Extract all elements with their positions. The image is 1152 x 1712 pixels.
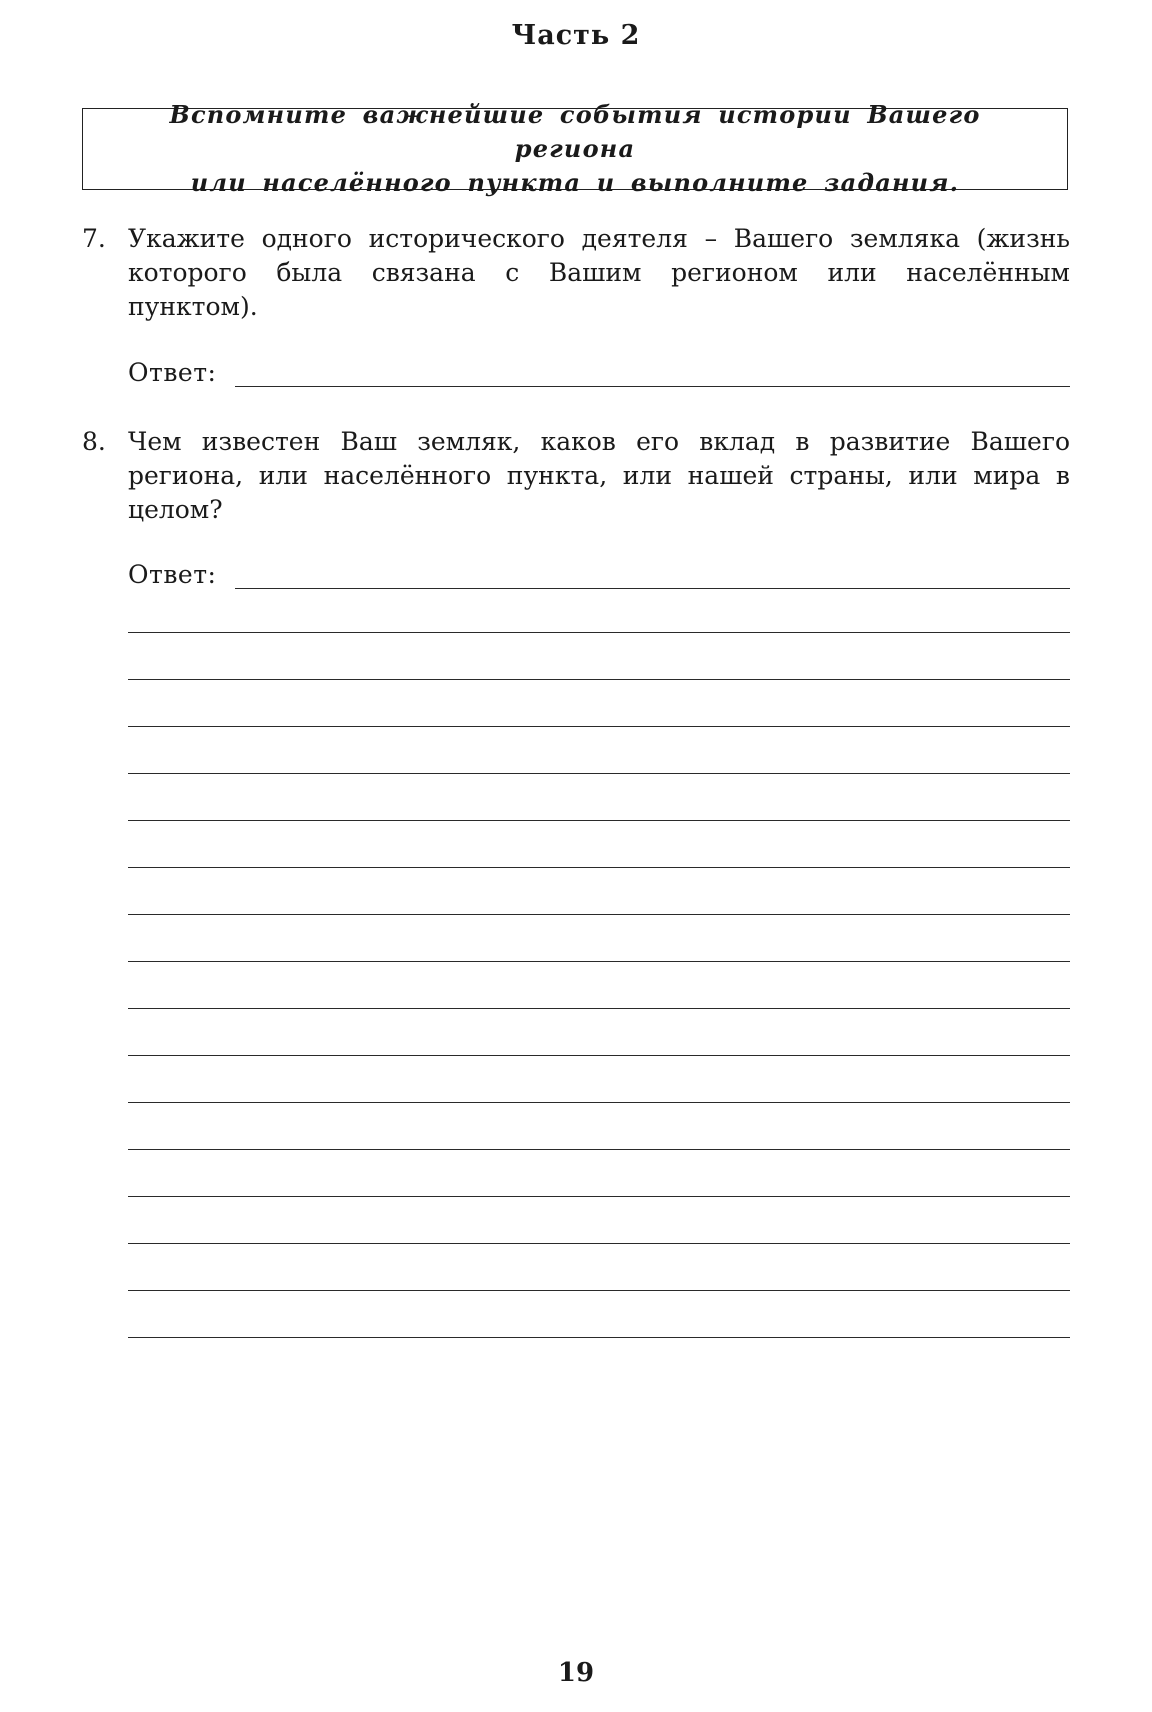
answer-label: Ответ: [128, 358, 217, 387]
instruction-text [115, 98, 1035, 200]
answer-writing-line[interactable] [128, 726, 1070, 727]
answer-writing-line[interactable] [128, 1243, 1070, 1244]
answer-writing-line[interactable] [128, 632, 1070, 633]
task-text: Укажите одного исторического деятеля – Вашего земляка (жизнь которого была связана с Вашим регионом или населённым пунктом). [128, 224, 1070, 321]
instruction-line-1: Вспомните важнейшие события истории Вашего региона [169, 100, 981, 163]
answer-writing-line[interactable] [128, 1337, 1070, 1338]
task-number: 7. [82, 224, 106, 253]
task-text: Чем известен Ваш земляк, каков его вклад в развитие Вашего региона, или населённого пункта, или нашей страны, или мира в целом? [128, 427, 1070, 524]
answer-writing-line[interactable] [128, 820, 1070, 821]
answer-writing-line[interactable] [128, 1149, 1070, 1150]
answer-writing-line[interactable] [128, 773, 1070, 774]
answer-writing-line[interactable] [128, 1290, 1070, 1291]
answer-writing-line[interactable] [128, 1055, 1070, 1056]
answer-writing-line[interactable] [128, 1008, 1070, 1009]
answer-line[interactable] [235, 588, 1070, 589]
answer-writing-line[interactable] [128, 867, 1070, 868]
page-number: 19 [557, 1658, 595, 1688]
instruction-box [82, 100, 1068, 197]
answer-writing-line[interactable] [128, 914, 1070, 915]
answer-writing-line[interactable] [128, 1102, 1070, 1103]
page-title: Часть 2 [511, 20, 641, 51]
answer-row-task-7 [128, 356, 1070, 390]
answer-writing-line[interactable] [128, 961, 1070, 962]
instruction-line-2: или населённого пункта и выполните задания. [190, 168, 960, 197]
answer-row-task-8 [128, 558, 1070, 592]
answer-writing-line[interactable] [128, 679, 1070, 680]
task-number: 8. [82, 427, 106, 456]
answer-writing-line[interactable] [128, 1196, 1070, 1197]
answer-label: Ответ: [128, 560, 217, 589]
answer-line[interactable] [235, 386, 1070, 387]
